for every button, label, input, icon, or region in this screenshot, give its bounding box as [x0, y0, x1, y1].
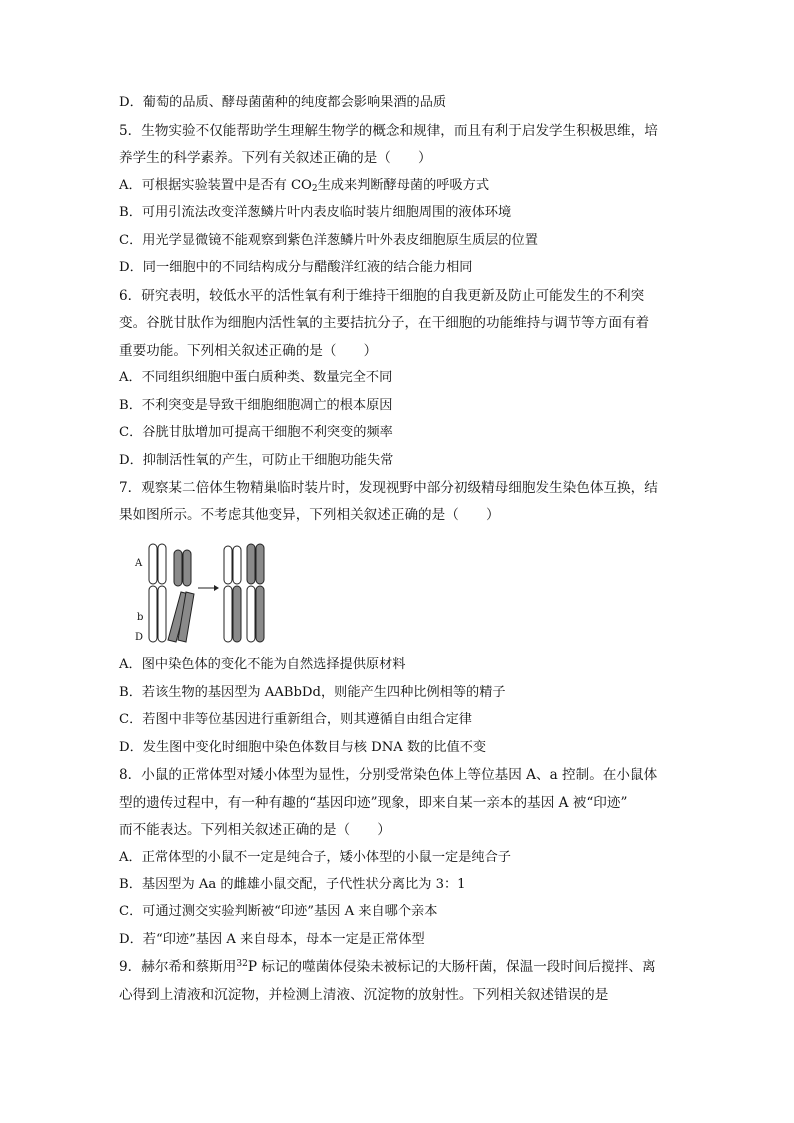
q7-stem-line-1: 7．观察某二倍体生物精巢临时装片时，发现视野中部分初级精母细胞发生染色体互换，结 — [119, 480, 658, 496]
figure-label-b: b — [137, 612, 144, 623]
q9-stem-line-2: 心得到上清液和沉淀物，并检测上清液、沉淀物的放射性。下列相关叙述错误的是 — [119, 987, 609, 1003]
q5-option-a-subscript: 2 — [311, 184, 318, 194]
q7-option-a: A．图中染色体的变化不能为自然选择提供原材料 — [119, 657, 406, 672]
q6-stem-line-2: 变。谷胱甘肽作为细胞内活性氧的主要拮抗分子，在干细胞的功能维持与调节等方面有着 — [119, 315, 650, 331]
q5-option-a-text-end: 生成来判断酵母菌的呼吸方式 — [317, 178, 490, 193]
q6-option-b: B．不利突变是导致干细胞细胞凋亡的根本原因 — [119, 398, 393, 413]
q8-stem-line-3: 而不能表达。下列相关叙述正确的是（ ） — [119, 822, 391, 838]
q7-option-b: B．若该生物的基因型为 AABbDd，则能产生四种比例相等的精子 — [119, 685, 506, 700]
q6-option-a: A．不同组织细胞中蛋白质种类、数量完全不同 — [119, 370, 393, 385]
q6-stem-line-1: 6．研究表明，较低水平的活性氧有利于维持干细胞的自我更新及防止可能发生的不利突 — [119, 288, 645, 304]
q6-option-c: C．谷胱甘肽增加可提高干细胞不利突变的频率 — [119, 425, 393, 440]
q8-option-d: D．若“印迹”基因 A 来自母本，母本一定是正常体型 — [119, 932, 425, 947]
q5-stem-line-1: 5．生物实验不仅能帮助学生理解生物学的概念和规律，而且有利于启发学生积极思维，培 — [119, 123, 658, 139]
q5-option-c: C．用光学显微镜不能观察到紫色洋葱鳞片叶外表皮细胞原生质层的位置 — [119, 233, 538, 248]
chromosome-pair-after — [224, 544, 264, 642]
q9-superscript: 32 — [236, 959, 248, 969]
chromosome-pair-before — [149, 544, 194, 642]
q7-option-c: C．若图中非等位基因进行重新组合，则其遵循自由组合定律 — [119, 712, 472, 727]
q8-option-c: C．可通过测交实验判断被“印迹”基因 A 来自哪个亲本 — [119, 904, 438, 919]
q8-stem-line-1: 8．小鼠的正常体型对矮小体型为显性，分别受常染色体上等位基因 A、a 控制。在小鼠体 — [119, 767, 658, 783]
q8-stem-line-2: 型的遗传过程中，有一种有趣的“基因印迹”现象，即来自某一亲本的基因 A 被“印迹” — [119, 795, 628, 811]
q8-option-a: A．正常体型的小鼠不一定是纯合子，矮小体型的小鼠一定是纯合子 — [119, 850, 511, 865]
q5-option-a-text: A．可根据实验装置中是否有 CO — [119, 178, 312, 193]
q6-stem-line-3: 重要功能。下列相关叙述正确的是（ ） — [119, 343, 378, 359]
arrow-icon — [198, 585, 219, 591]
figure-label-a: A — [135, 558, 143, 569]
q5-stem-line-2: 养学生的科学素养。下列有关叙述正确的是（ ） — [119, 150, 432, 166]
q7-option-d: D．发生图中变化时细胞中染色体数目与核 DNA 数的比值不变 — [119, 740, 487, 755]
q9-stem-text-end: P 标记的噬菌体侵染未被标记的大肠杆菌，保温一段时间后搅拌、离 — [247, 959, 656, 975]
q4-option-d: D．葡萄的品质、酵母菌菌种的纯度都会影响果酒的品质 — [119, 95, 447, 110]
q7-stem-line-2: 果如图所示。不考虑其他变异，下列相关叙述正确的是（ ） — [119, 507, 500, 523]
q5-option-a — [119, 176, 489, 196]
figure-label-d: D — [135, 632, 144, 643]
q8-option-b: B．基因型为 Aa 的雌雄小鼠交配，子代性状分离比为 3：1 — [119, 877, 466, 892]
q9-stem-text: 9．赫尔希和蔡斯用 — [119, 959, 237, 975]
chromosome-crossover-figure — [134, 540, 284, 646]
q6-option-d: D．抑制活性氧的产生，可防止干细胞功能失常 — [119, 453, 394, 468]
q5-option-d: D．同一细胞中的不同结构成分与醋酸洋红液的结合能力相同 — [119, 260, 473, 275]
q9-stem-line-1 — [119, 957, 656, 977]
q5-option-b: B．可用引流法改变洋葱鳞片叶内表皮临时装片细胞周围的液体环境 — [119, 205, 512, 220]
